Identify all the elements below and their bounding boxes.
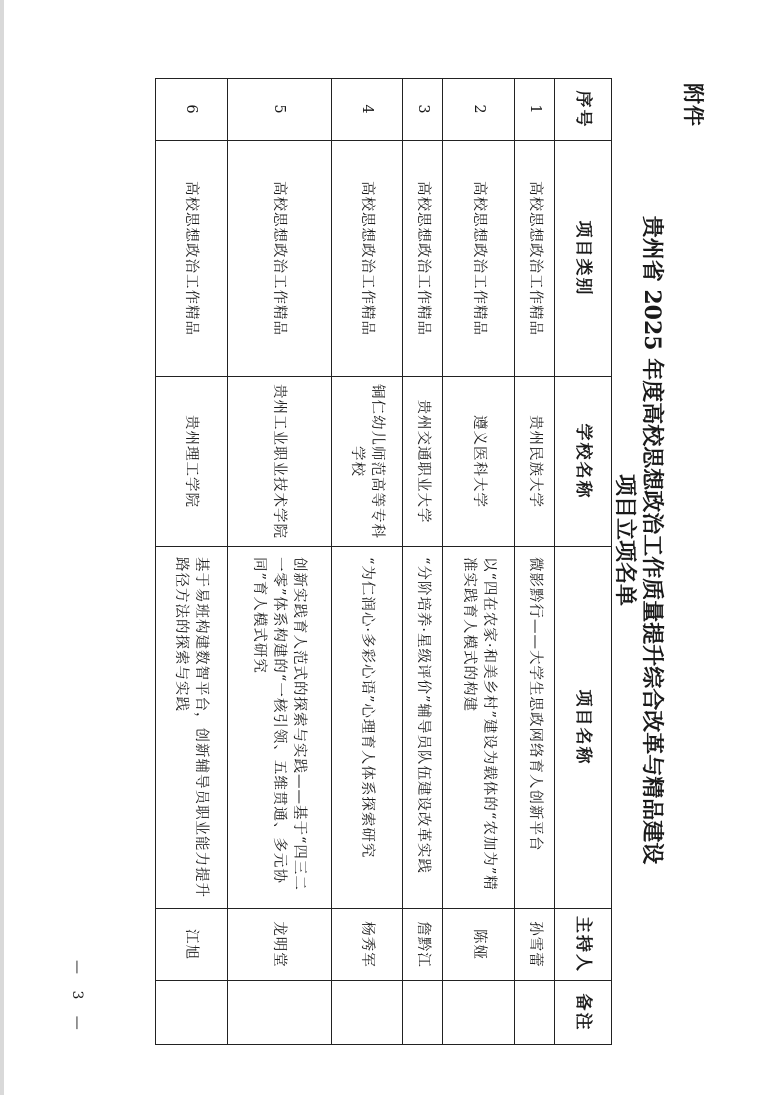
cell-school: 贵州民族大学 [515,377,555,547]
table-row [515,79,555,1045]
cell-category: 高校思想政治工作精品 [515,141,555,377]
header-project: 项目名称 [555,547,612,909]
cell-no: 3 [403,79,443,141]
title-line-1: 贵州省 2025 年度高校思想政治工作质量提升综合改革与精品建设 [639,215,665,865]
cell-host: 龙明堂 [227,909,331,981]
table-header-row [555,79,612,1045]
table-row [403,79,443,1045]
header-category: 项目类别 [555,141,612,377]
cell-remark [515,981,555,1045]
cell-no: 4 [331,79,403,141]
cell-host: 詹黔江 [403,909,443,981]
cell-remark [227,981,331,1045]
cell-project: “分阶培养·星级评价”辅导员队伍建设改革实践 [403,547,443,909]
header-host: 主持人 [555,909,612,981]
cell-no: 6 [156,79,228,141]
attachment-label: 附件 [681,83,706,127]
cell-school: 遵义医科大学 [443,377,515,547]
cell-remark [443,981,515,1045]
header-no: 序号 [555,79,612,141]
document-page [4,0,775,1095]
cell-category: 高校思想政治工作精品 [403,141,443,377]
table-row [156,79,228,1045]
header-remark: 备注 [555,981,612,1045]
cell-host: 孙雪蕾 [515,909,555,981]
table-row [331,79,403,1045]
cell-host: 杨秀军 [331,909,403,981]
cell-project: 创新实践育人范式的探索与实践——基于“四三二一零”体系构建的“一核引领、五维贯通、多元协同”育人模式研究 [227,547,331,909]
table-row [227,79,331,1045]
cell-category: 高校思想政治工作精品 [331,141,403,377]
cell-category: 高校思想政治工作精品 [156,141,228,377]
table-row [443,79,515,1045]
title-line-2: 项目立项名单 [612,473,638,606]
cell-no: 2 [443,79,515,141]
cell-host: 江旭 [156,909,228,981]
cell-project: 微影黔行——大学生思政网络育人创新平台 [515,547,555,909]
cell-no: 5 [227,79,331,141]
cell-project: 基于易班构建数智平台，创新辅导员职业能力提升路径方法的探索与实践 [156,547,228,909]
document-title [611,140,665,940]
cell-category: 高校思想政治工作精品 [227,141,331,377]
cell-remark [156,981,228,1045]
cell-no: 1 [515,79,555,141]
cell-project: “为仁润心·多彩心语”心理育人体系探索研究 [331,547,403,909]
cell-category: 高校思想政治工作精品 [443,141,515,377]
project-list-table [155,78,612,1045]
cell-school: 贵州工业职业技术学院 [227,377,331,547]
cell-school: 铜仁幼儿师范高等专科学校 [331,377,403,547]
cell-remark [331,981,403,1045]
cell-project: 以“四在农家·和美乡村”建设为载体的“农加为”精准实践育人模式的构建 [443,547,515,909]
cell-school: 贵州理工学院 [156,377,228,547]
header-school: 学校名称 [555,377,612,547]
page-number: — 3 — [69,960,85,1036]
cell-remark [403,981,443,1045]
cell-school: 贵州交通职业大学 [403,377,443,547]
cell-host: 陈娅 [443,909,515,981]
